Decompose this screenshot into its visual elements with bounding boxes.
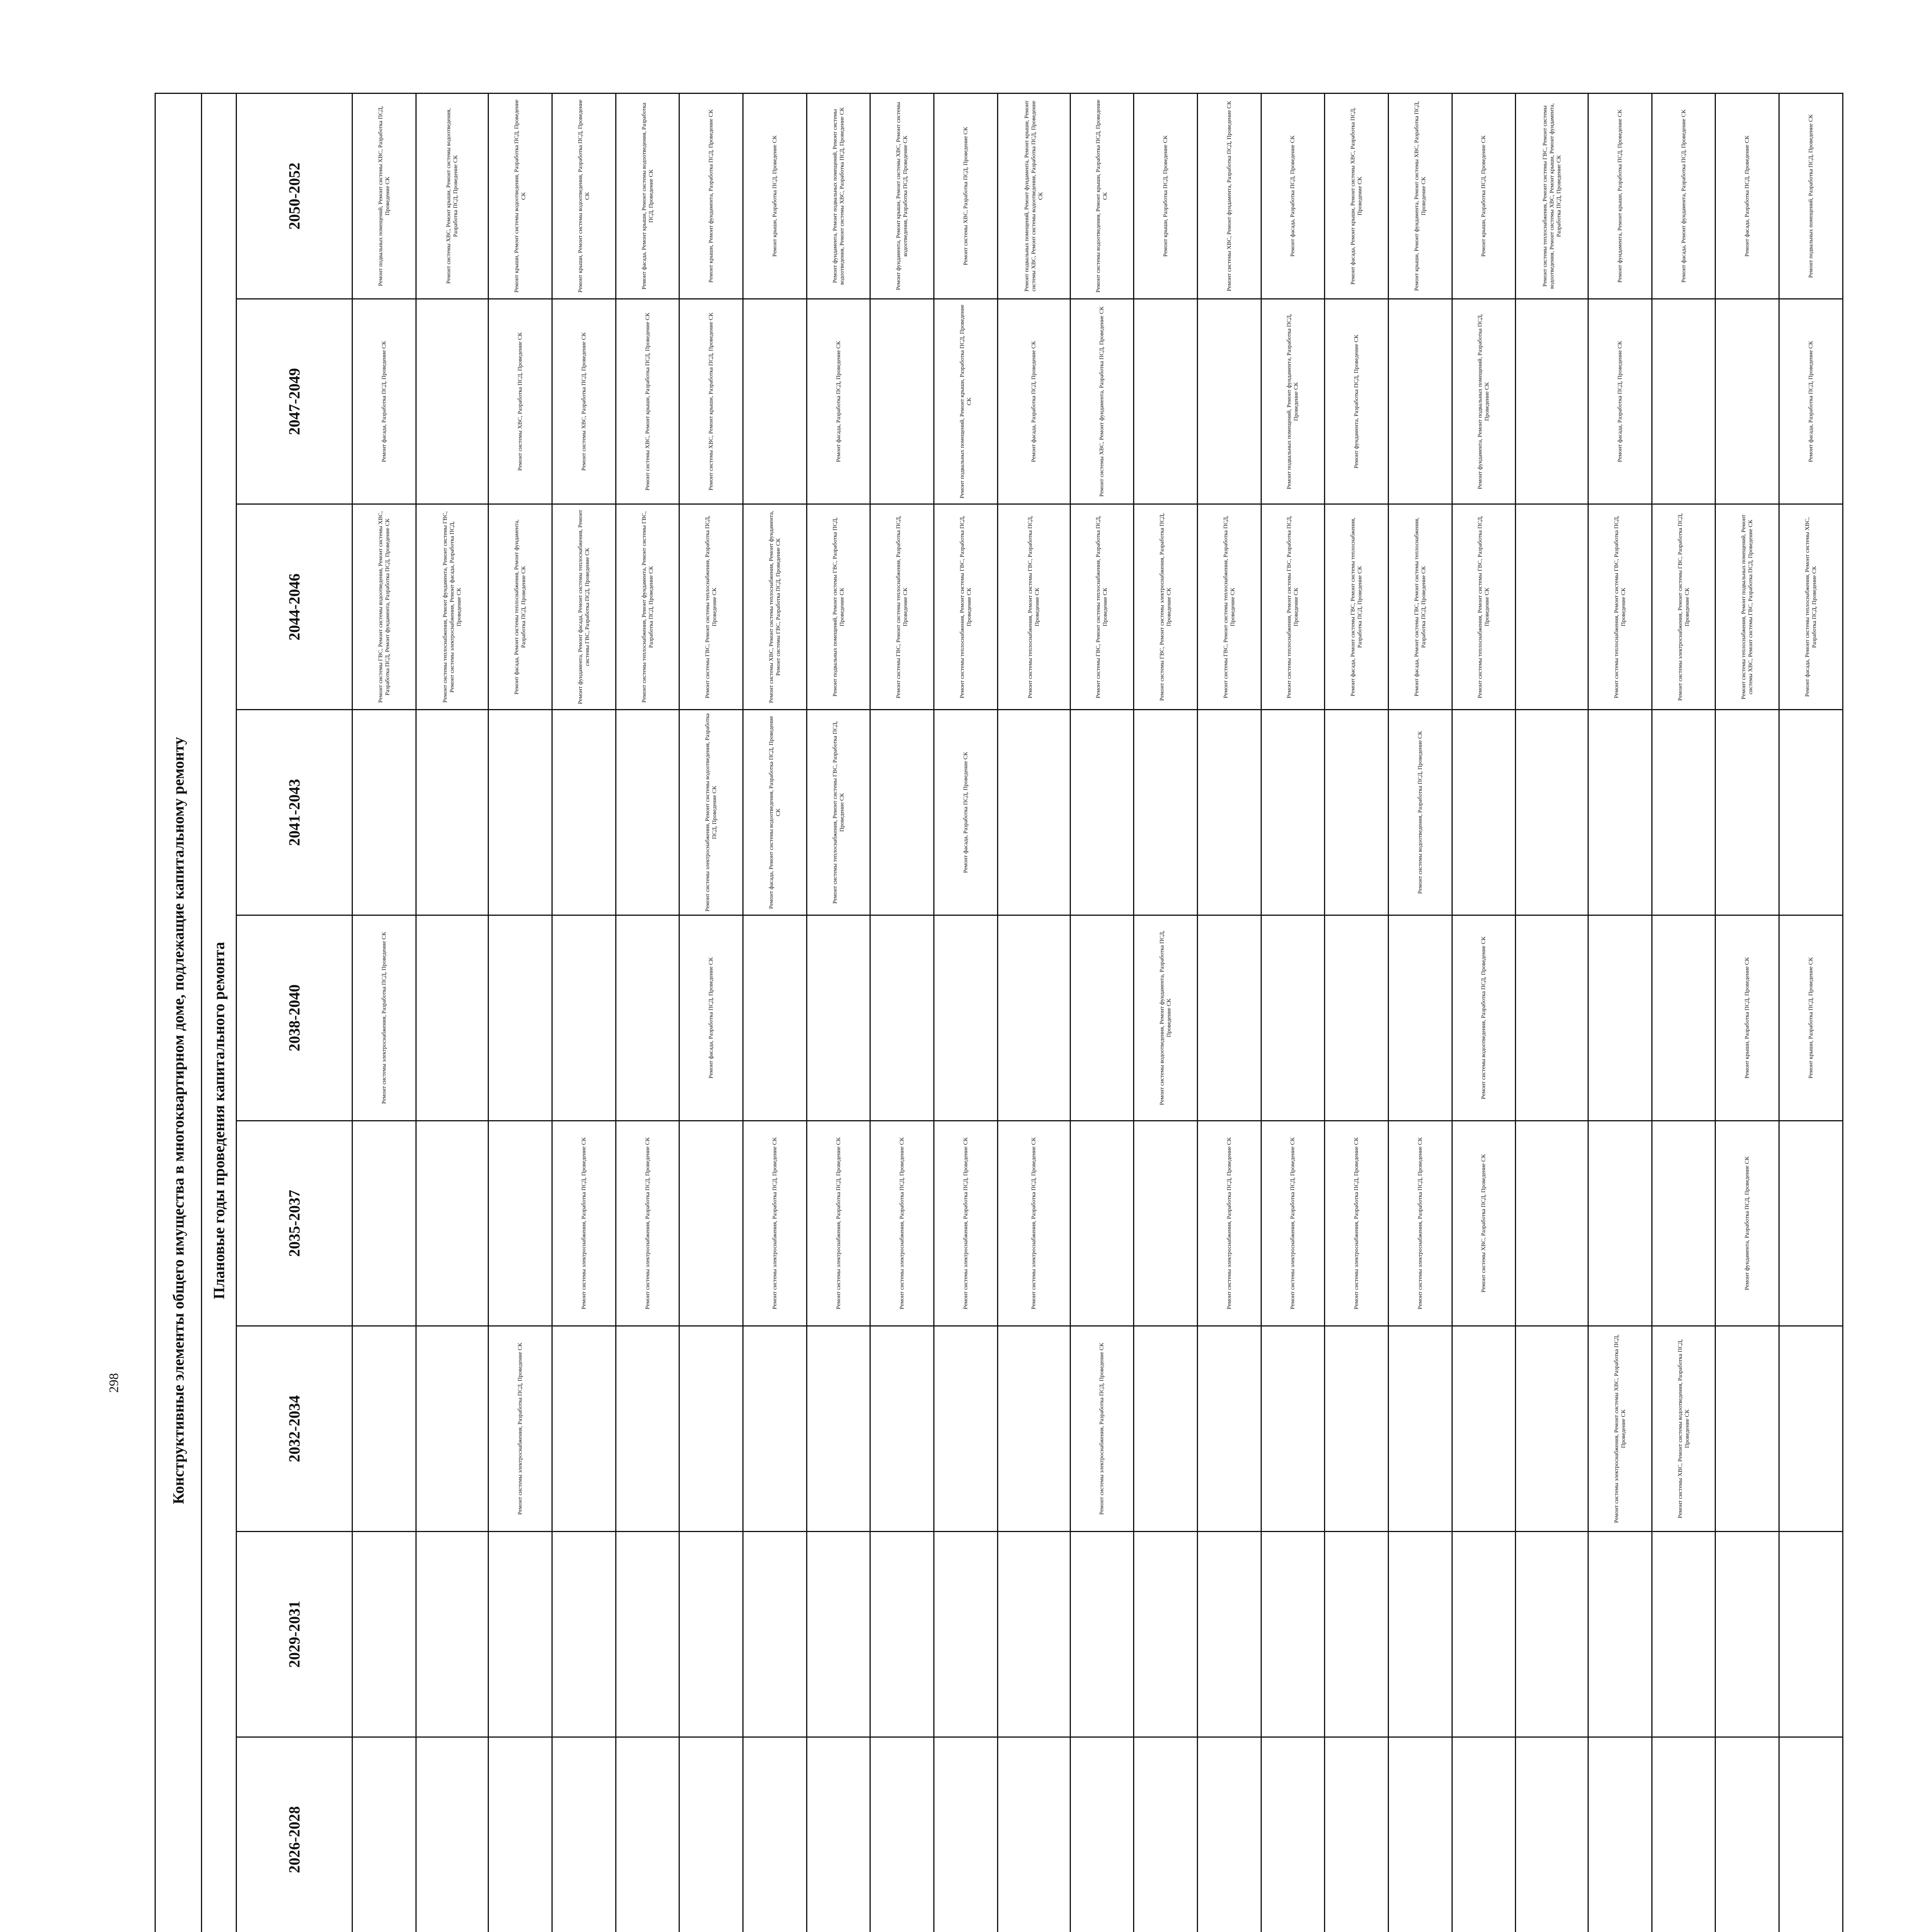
repair-works-cell: Ремонт системы электроснабжения, Разработка ПСД, Проведение СК [552, 1121, 616, 1326]
repair-works-cell [997, 710, 1070, 915]
header-year-2044-2046: 2044-2046 [237, 504, 352, 710]
repair-works-cell: Ремонт фасада, Разработка ПСД, Проведение СК [1261, 94, 1325, 299]
repair-works-cell: Ремонт фасада, Разработка ПСД, Проведение СК [352, 299, 416, 504]
repair-works-cell [488, 710, 552, 915]
table-row [1652, 94, 1715, 1932]
header-year-2032-2034: 2032-2034 [237, 1326, 352, 1532]
repair-works-cell [1070, 1531, 1134, 1737]
repair-works-cell [1516, 299, 1588, 504]
table-row [1779, 94, 1843, 1932]
repair-works-cell: Ремонт фасада, Разработка ПСД, Проведение СК [997, 299, 1070, 504]
repair-works-cell [1588, 1737, 1652, 1932]
repair-works-cell [743, 299, 807, 504]
repair-works-cell: Ремонт системы электроснабжения, Разработка ПСД, Проведение СК [352, 915, 416, 1121]
repair-works-cell [997, 915, 1070, 1121]
repair-works-cell [679, 1737, 743, 1932]
repair-works-cell: Ремонт системы электроснабжения, Разработка ПСД, Проведение СК [1325, 1121, 1389, 1326]
repair-works-cell [1388, 299, 1452, 504]
repair-works-cell [1261, 1326, 1325, 1532]
repair-works-cell [1652, 1121, 1715, 1326]
repair-works-cell [679, 1121, 743, 1326]
table-row [807, 94, 870, 1932]
repair-works-cell: Ремонт фундамента, Разработка ПСД, Проведение СК [1715, 1121, 1779, 1326]
repair-works-cell: Ремонт подвальных помещений, Ремонт фундамента, Разработка ПСД, Проведение СК [1261, 299, 1325, 504]
repair-works-cell: Ремонт подвальных помещений, Ремонт фундамента, Ремонт крыши, Ремонт системы ХВС, Ремонт системы водоотведения, Разработка ПСД, Проведение СК [997, 94, 1070, 299]
repair-works-cell [1516, 1737, 1588, 1932]
repair-works-cell [1779, 1121, 1843, 1326]
repair-works-cell [352, 710, 416, 915]
repair-works-cell: Ремонт системы ГВС, Ремонт системы теплоснабжения, Разработка ПСД, Проведение СК [1197, 504, 1261, 710]
repair-works-cell: Ремонт системы ГВС, Ремонт системы теплоснабжения, Разработка ПСД, Проведение СК [679, 504, 743, 710]
repair-works-cell: Ремонт системы электроснабжения, Ремонт системы водоотведения, Разработка ПСД, Проведение СК [679, 710, 743, 915]
repair-works-cell [1134, 710, 1198, 915]
repair-works-cell: Ремонт крыши, Ремонт системы водоотведения, Разработка ПСД, Проведение СК [552, 94, 616, 299]
repair-works-cell: Ремонт системы теплоснабжения, Ремонт системы ГВС, Разработка ПСД, Проведение СК [807, 710, 870, 915]
table-row [1197, 94, 1261, 1932]
table-row [552, 94, 616, 1932]
repair-works-cell [616, 1531, 679, 1737]
repair-works-cell [1325, 1737, 1389, 1932]
repair-works-cell [743, 1531, 807, 1737]
repair-works-cell: Ремонт фасада, Ремонт системы теплоснабжения, Ремонт фундамента, Разработка ПСД, Проведение СК [488, 504, 552, 710]
repair-works-cell [1779, 1737, 1843, 1932]
repair-works-cell: Ремонт системы теплоснабжения, Ремонт системы ГВС, Разработка ПСД, Проведение СК [934, 504, 998, 710]
repair-works-cell [1588, 915, 1652, 1121]
repair-works-cell [552, 1326, 616, 1532]
repair-works-cell [1388, 1737, 1452, 1932]
repair-works-cell: Ремонт крыши, Разработка ПСД, Проведение СК [1134, 94, 1198, 299]
table-row [679, 94, 743, 1932]
table-row [1134, 94, 1198, 1932]
repair-works-cell: Ремонт системы водоотведения, Разработка ПСД, Проведение СК [1452, 915, 1516, 1121]
repair-works-cell: Ремонт подвальных помещений, Ремонт системы ГВС, Разработка ПСД, Проведение СК [807, 504, 870, 710]
repair-works-cell: Ремонт системы теплоснабжения, Ремонт системы ГВС, Ремонт системы водоотведения, Ремонт системы ХВС, Ремонт крыши, Ремонт фундамента, Разработка ПСД, Проведение СК [1516, 94, 1588, 299]
repair-works-cell: Ремонт фасада, Разработка ПСД, Проведение СК [934, 710, 998, 915]
repair-works-cell [352, 1531, 416, 1737]
repair-works-cell [416, 710, 488, 915]
table-row [1388, 94, 1452, 1932]
repair-works-cell: Ремонт системы водоотведения, Разработка ПСД, Проведение СК [1388, 710, 1452, 915]
repair-works-cell: Ремонт системы электроснабжения, Разработка ПСД, Проведение СК [807, 1121, 870, 1326]
repair-works-cell [1452, 1326, 1516, 1532]
repair-works-cell [1516, 915, 1588, 1121]
repair-works-cell [1197, 1737, 1261, 1932]
repair-works-cell [1715, 1531, 1779, 1737]
repair-works-cell [616, 1737, 679, 1932]
repair-works-cell: Ремонт системы ГВС, Ремонт системы водоотведения, Ремонт системы ХВС, Разработка ПСД, Ремонт фундамента, Разработка ПСД, Проведение СК [352, 504, 416, 710]
header-subgroup-title: Плановые годы проведения капитального ремонта [202, 94, 237, 1932]
repair-works-cell: Ремонт системы электроснабжения, Разработка ПСД, Проведение СК [870, 1121, 934, 1326]
repair-works-cell [1715, 1326, 1779, 1532]
repair-works-cell: Ремонт системы ХВС, Ремонт фундамента, Разработка ПСД, Проведение СК [1070, 299, 1134, 504]
repair-works-cell: Ремонт системы ХВС, Ремонт крыши, Разработка ПСД, Проведение СК [679, 299, 743, 504]
repair-works-cell [1779, 1531, 1843, 1737]
repair-works-cell: Ремонт подвальных помещений, Ремонт системы ХВС, Разработка ПСД, Проведение СК [352, 94, 416, 299]
repair-works-cell: Ремонт системы электроснабжения, Ремонт системы ХВС, Разработка ПСД, Проведение СК [1588, 1326, 1652, 1532]
repair-works-cell [679, 1531, 743, 1737]
repair-works-cell: Ремонт системы теплоснабжения, Ремонт системы ГВС, Разработка ПСД, Проведение СК [1588, 504, 1652, 710]
repair-works-cell: Ремонт фасада, Ремонт системы водоотведения, Разработка ПСД, Проведение СК [743, 710, 807, 915]
header-year-2026-2028: 2026-2028 [237, 1737, 352, 1932]
repair-works-cell [934, 1531, 998, 1737]
repair-works-cell: Ремонт системы ХВС, Ремонт фундамента, Разработка ПСД, Проведение СК [1197, 94, 1261, 299]
repair-works-cell [807, 1326, 870, 1532]
repair-works-cell [1652, 710, 1715, 915]
repair-works-cell: Ремонт системы ХВС, Разработка ПСД, Проведение СК [552, 299, 616, 504]
repair-works-cell [488, 915, 552, 1121]
document-sheet [155, 93, 1843, 1932]
repair-works-cell [1652, 1531, 1715, 1737]
repair-works-cell [1588, 710, 1652, 915]
table-row [1261, 94, 1325, 1932]
repair-works-cell [552, 1531, 616, 1737]
repair-works-cell [352, 1326, 416, 1532]
repair-works-cell [1197, 710, 1261, 915]
repair-works-cell: Ремонт фасада, Разработка ПСД, Проведение СК [1588, 299, 1652, 504]
repair-works-cell [1134, 1737, 1198, 1932]
repair-works-cell: Ремонт фундамента, Ремонт фасада, Ремонт системы теплоснабжения, Ремонт системы ГВС, Разработка ПСД, Проведение СК [552, 504, 616, 710]
header-year-2029-2031: 2029-2031 [237, 1531, 352, 1737]
repair-works-cell [616, 915, 679, 1121]
repair-works-cell [679, 1326, 743, 1532]
repair-works-cell: Ремонт крыши, Разработка ПСД, Проведение СК [1715, 915, 1779, 1121]
repair-works-cell [1325, 1326, 1389, 1532]
repair-works-cell [416, 1326, 488, 1532]
repair-works-cell [743, 1326, 807, 1532]
repair-works-cell: Ремонт фасада, Разработка ПСД, Проведение СК [807, 299, 870, 504]
repair-works-cell: Ремонт системы ХВС, Ремонт системы водоотведения, Разработка ПСД, Проведение СК [1652, 1326, 1715, 1532]
repair-works-cell [552, 1737, 616, 1932]
repair-works-cell: Ремонт крыши, Ремонт фундамента, Разработка ПСД, Проведение СК [679, 94, 743, 299]
repair-works-cell: Ремонт системы ХВС, Ремонт крыши, Разработка ПСД, Проведение СК [616, 299, 679, 504]
repair-works-cell: Ремонт фундамента, Ремонт крыши, Ремонт системы ХВС, Ремонт системы водоотведения, Разработка ПСД, Проведение СК [870, 94, 934, 299]
repair-works-cell [1588, 1121, 1652, 1326]
repair-works-cell: Ремонт системы теплоснабжения, Ремонт фундамента, Ремонт системы ГВС, Ремонт системы электроснабжения, Ремонт фасада, Разработка ПСД, Проведение СК [416, 504, 488, 710]
repair-works-cell [1516, 504, 1588, 710]
repair-works-cell: Ремонт крыши, Ремонт фундамента, Ремонт системы ХВС, Разработка ПСД, Проведение СК [1388, 94, 1452, 299]
header-year-2035-2037: 2035-2037 [237, 1121, 352, 1326]
repair-works-cell: Ремонт системы теплоснабжения, Ремонт системы ГВС, Разработка ПСД, Проведение СК [997, 504, 1070, 710]
repair-works-cell [1197, 1531, 1261, 1737]
repair-works-cell [1452, 710, 1516, 915]
repair-works-cell [1134, 1531, 1198, 1737]
repair-works-cell [416, 299, 488, 504]
table-row [416, 94, 488, 1932]
repair-works-cell [1516, 1326, 1588, 1532]
table-row [616, 94, 679, 1932]
repair-works-cell: Ремонт фасада, Ремонт системы ГВС, Ремонт системы теплоснабжения, Разработка ПСД, Проведение СК [1388, 504, 1452, 710]
repair-works-cell: Ремонт системы электроснабжения, Ремонт системы ГВС, Разработка ПСД, Проведение СК [1652, 504, 1715, 710]
repair-works-cell [1261, 710, 1325, 915]
header-year-2047-2049: 2047-2049 [237, 299, 352, 504]
repair-works-cell [934, 1737, 998, 1932]
repair-works-cell [1516, 710, 1588, 915]
repair-works-cell: Ремонт системы ХВС, Разработка ПСД, Проведение СК [1452, 1121, 1516, 1326]
repair-works-cell [1652, 915, 1715, 1121]
repair-works-cell [1070, 1737, 1134, 1932]
repair-works-cell [1134, 1121, 1198, 1326]
repair-works-cell: Ремонт системы электроснабжения, Разработка ПСД, Проведение СК [997, 1121, 1070, 1326]
repair-works-cell [416, 1737, 488, 1932]
repair-works-cell: Ремонт системы ХВС, Разработка ПСД, Проведение СК [934, 94, 998, 299]
repair-works-cell [1779, 710, 1843, 915]
table-row [743, 94, 807, 1932]
header-year-2041-2043: 2041-2043 [237, 710, 352, 915]
repair-works-cell [870, 710, 934, 915]
repair-works-cell [1652, 1737, 1715, 1932]
repair-works-cell [934, 915, 998, 1121]
repair-works-cell: Ремонт системы электроснабжения, Разработка ПСД, Проведение СК [616, 1121, 679, 1326]
repair-works-cell [1197, 1326, 1261, 1532]
repair-works-cell: Ремонт фасада, Ремонт системы теплоснабжения, Ремонт системы ХВС, Разработка ПСД, Проведение СК [1779, 504, 1843, 710]
table-row [1325, 94, 1389, 1932]
table-row [1070, 94, 1134, 1932]
repair-works-cell: Ремонт системы электроснабжения, Разработка ПСД, Проведение СК [1388, 1121, 1452, 1326]
header-year-2038-2040: 2038-2040 [237, 915, 352, 1121]
repair-works-cell: Ремонт системы теплоснабжения, Ремонт системы ГВС, Разработка ПСД, Проведение СК [1452, 504, 1516, 710]
repair-works-cell: Ремонт фасада, Ремонт крыши, Ремонт системы ХВС, Разработка ПСД, Проведение СК [1325, 94, 1389, 299]
repair-works-cell: Ремонт системы ХВС, Ремонт крыши, Ремонт системы водоотведения, Разработка ПСД, Проведение СК [416, 94, 488, 299]
table-row [1715, 94, 1779, 1932]
repair-works-cell [1197, 299, 1261, 504]
repair-works-cell: Ремонт крыши, Разработка ПСД, Проведение СК [1452, 94, 1516, 299]
repair-works-cell [807, 915, 870, 1121]
repair-works-cell [416, 1121, 488, 1326]
table-row [488, 94, 552, 1932]
repair-works-cell [1452, 1531, 1516, 1737]
table-row [870, 94, 934, 1932]
repair-works-cell: Ремонт фундамента, Разработка ПСД, Проведение СК [1325, 299, 1389, 504]
repair-works-cell [1388, 1531, 1452, 1737]
repair-works-cell [1715, 299, 1779, 504]
repair-works-cell: Ремонт системы ГВС, Ремонт системы теплоснабжения, Разработка ПСД, Проведение СК [870, 504, 934, 710]
table-row [1452, 94, 1516, 1932]
repair-works-cell: Ремонт крыши, Разработка ПСД, Проведение СК [743, 94, 807, 299]
repair-works-cell [1516, 1531, 1588, 1737]
repair-works-cell: Ремонт крыши, Разработка ПСД, Проведение СК [1779, 915, 1843, 1121]
repair-works-cell: Ремонт фундамента, Ремонт подвальных помещений, Ремонт системы водоотведения, Ремонт системы ХВС, Разработка ПСД, Проведение СК [807, 94, 870, 299]
repair-works-cell: Ремонт фасада, Разработка ПСД, Проведение СК [679, 915, 743, 1121]
repair-works-cell: Ремонт фасада, Ремонт фундамента, Разработка ПСД, Проведение СК [1652, 94, 1715, 299]
repair-works-cell: Ремонт системы теплоснабжения, Ремонт системы ГВС, Разработка ПСД, Проведение СК [1261, 504, 1325, 710]
capital-repair-table [155, 93, 1843, 1932]
repair-works-cell [1388, 1326, 1452, 1532]
repair-works-cell [1779, 1326, 1843, 1532]
repair-works-cell: Ремонт фасада, Разработка ПСД, Проведение СК [1715, 94, 1779, 299]
repair-works-cell [1134, 1326, 1198, 1532]
repair-works-cell: Ремонт фундамента, Ремонт подвальных помещений, Разработка ПСД, Проведение СК [1452, 299, 1516, 504]
repair-works-cell [1325, 915, 1389, 1121]
repair-works-cell: Ремонт фундамента, Ремонт крыши, Разработка ПСД, Проведение СК [1588, 94, 1652, 299]
repair-works-cell [1261, 1737, 1325, 1932]
repair-works-cell [552, 915, 616, 1121]
repair-works-cell: Ремонт фасада, Разработка ПСД, Проведение СК [1779, 299, 1843, 504]
repair-works-cell [416, 1531, 488, 1737]
repair-works-cell [616, 710, 679, 915]
repair-works-cell: Ремонт системы водоотведения, Ремонт крыши, Разработка ПСД, Проведение СК [1070, 94, 1134, 299]
repair-works-cell [1715, 1737, 1779, 1932]
repair-works-cell: Ремонт системы ГВС, Ремонт системы электроснабжения, Разработка ПСД, Проведение СК [1134, 504, 1198, 710]
repair-works-cell [488, 1737, 552, 1932]
repair-works-cell: Ремонт системы ХВС, Ремонт системы теплоснабжения, Ремонт фундамента, Ремонт системы ГВС, Разработка ПСД, Проведение СК [743, 504, 807, 710]
repair-works-cell: Ремонт подвальных помещений, Разработка ПСД, Проведение СК [1779, 94, 1843, 299]
repair-works-cell [870, 299, 934, 504]
repair-works-cell [1134, 299, 1198, 504]
repair-works-cell [997, 1531, 1070, 1737]
table-row [352, 94, 416, 1932]
repair-works-cell [616, 1326, 679, 1532]
repair-works-cell [488, 1531, 552, 1737]
repair-works-cell [743, 1737, 807, 1932]
repair-works-cell [743, 915, 807, 1121]
repair-works-cell [1588, 1531, 1652, 1737]
repair-works-cell [870, 1326, 934, 1532]
repair-works-cell: Ремонт фасада, Ремонт системы ГВС, Ремонт системы теплоснабжения, Разработка ПСД, Проведение СК [1325, 504, 1389, 710]
repair-works-cell [997, 1737, 1070, 1932]
header-group-title: Конструктивные элементы общего имущества в многоквартирном доме, подлежащие капитальному ремонту [155, 94, 202, 1932]
repair-works-cell [807, 1737, 870, 1932]
repair-works-cell [352, 1121, 416, 1326]
repair-works-cell [1388, 915, 1452, 1121]
table-row [997, 94, 1070, 1932]
repair-works-cell: Ремонт системы электроснабжения, Разработка ПСД, Проведение СК [1070, 1326, 1134, 1532]
repair-works-cell [352, 1737, 416, 1932]
repair-works-cell: Ремонт системы электроснабжения, Разработка ПСД, Проведение СК [488, 1326, 552, 1532]
repair-works-cell [870, 1737, 934, 1932]
table-row [1588, 94, 1652, 1932]
repair-works-cell [997, 1326, 1070, 1532]
repair-works-cell: Ремонт системы ГВС, Ремонт системы теплоснабжения, Разработка ПСД, Проведение СК [1070, 504, 1134, 710]
repair-works-cell [1070, 710, 1134, 915]
repair-works-cell [1715, 710, 1779, 915]
table-row [1516, 94, 1588, 1932]
repair-works-cell: Ремонт системы электроснабжения, Разработка ПСД, Проведение СК [1261, 1121, 1325, 1326]
repair-works-cell: Ремонт системы электроснабжения, Разработка ПСД, Проведение СК [934, 1121, 998, 1326]
repair-works-cell: Ремонт системы теплоснабжения, Ремонт подвальных помещений, Ремонт системы ХВС, Ремонт системы ГВС, Разработка ПСД, Проведение СК [1715, 504, 1779, 710]
repair-works-cell [552, 710, 616, 915]
repair-works-cell [1516, 1121, 1588, 1326]
repair-works-cell [1652, 299, 1715, 504]
repair-works-cell [870, 1531, 934, 1737]
repair-works-cell [807, 1531, 870, 1737]
repair-works-cell [1261, 1531, 1325, 1737]
repair-works-cell: Ремонт крыши, Ремонт системы водоотведения, Разработка ПСД, Проведение СК [488, 94, 552, 299]
repair-works-cell [1325, 710, 1389, 915]
repair-works-cell [870, 915, 934, 1121]
repair-works-cell [416, 915, 488, 1121]
repair-works-cell [1261, 915, 1325, 1121]
repair-works-cell: Ремонт системы электроснабжения, Разработка ПСД, Проведение СК [1197, 1121, 1261, 1326]
repair-works-cell [488, 1121, 552, 1326]
repair-works-cell [1197, 915, 1261, 1121]
repair-works-cell: Ремонт подвальных помещений, Ремонт крыши, Разработка ПСД, Проведение СК [934, 299, 998, 504]
repair-works-cell: Ремонт системы теплоснабжения, Ремонт фундамента, Ремонт системы ГВС, Разработка ПСД, Проведение СК [616, 504, 679, 710]
repair-works-cell: Ремонт фасада, Ремонт крыши, Ремонт системы водоотведения, Разработка ПСД, Проведение СК [616, 94, 679, 299]
repair-works-cell: Ремонт системы электроснабжения, Разработка ПСД, Проведение СК [743, 1121, 807, 1326]
page-number: 298 [107, 1373, 121, 1393]
repair-works-cell [934, 1326, 998, 1532]
repair-works-cell [1325, 1531, 1389, 1737]
repair-works-cell [1070, 1121, 1134, 1326]
repair-works-cell: Ремонт системы водоотведения, Ремонт фундамента, Разработка ПСД, Проведение СК [1134, 915, 1198, 1121]
table-row [934, 94, 998, 1932]
repair-works-cell [1452, 1737, 1516, 1932]
header-year-2050-2052: 2050-2052 [237, 94, 352, 299]
repair-works-cell: Ремонт системы ХВС, Разработка ПСД, Проведение СК [488, 299, 552, 504]
repair-works-cell [1070, 915, 1134, 1121]
